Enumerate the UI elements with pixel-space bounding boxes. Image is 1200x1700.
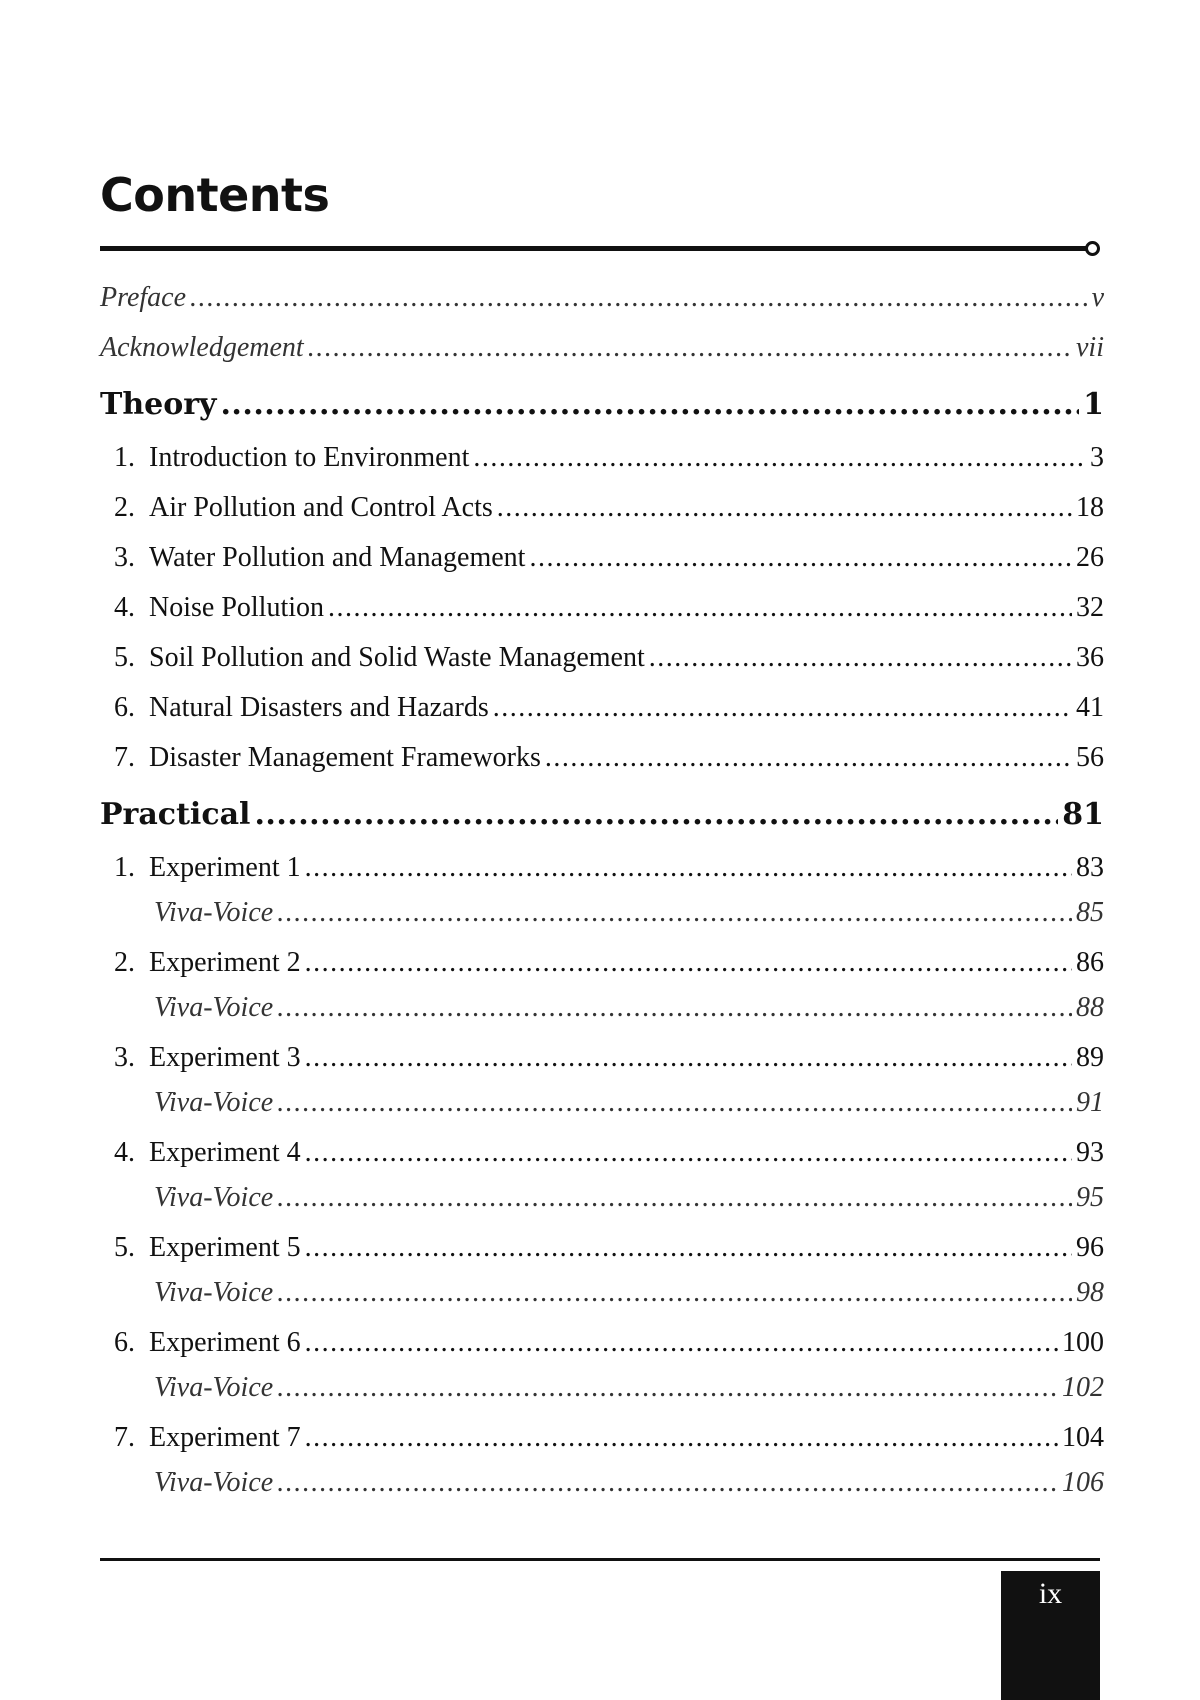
experiment-title: Experiment 5 bbox=[149, 1232, 301, 1263]
viva-voice-label: Viva-Voice bbox=[154, 1372, 274, 1403]
toc-viva-voice-1[interactable] bbox=[100, 895, 1104, 931]
chapter-title: Air Pollution and Control Acts bbox=[149, 492, 493, 523]
chapter-title: Introduction to Environment bbox=[149, 442, 470, 473]
viva-voice-label: Viva-Voice bbox=[154, 1277, 274, 1308]
dot-leader bbox=[277, 990, 1072, 1026]
dot-leader bbox=[305, 850, 1072, 886]
chapter-number: 1. bbox=[114, 442, 135, 473]
toc-experiment-3[interactable] bbox=[100, 1040, 1104, 1076]
toc-entry-acknowledgement[interactable] bbox=[100, 330, 1104, 366]
dot-leader bbox=[473, 440, 1086, 476]
chapter-title: Soil Pollution and Solid Waste Management bbox=[149, 642, 645, 673]
experiment-number: 2. bbox=[114, 947, 135, 978]
toc-experiment-2[interactable] bbox=[100, 945, 1104, 981]
experiment-number: 4. bbox=[114, 1137, 135, 1168]
chapter-title: Noise Pollution bbox=[149, 592, 325, 623]
viva-voice-label: Viva-Voice bbox=[154, 897, 274, 928]
chapter-number: 3. bbox=[114, 542, 135, 573]
dot-leader bbox=[277, 1370, 1058, 1406]
toc-section-theory[interactable] bbox=[100, 386, 1104, 424]
toc-entry-page: v bbox=[1091, 282, 1104, 313]
dot-leader bbox=[190, 280, 1088, 316]
viva-voice-page: 88 bbox=[1076, 992, 1104, 1023]
dot-leader bbox=[277, 1085, 1072, 1121]
toc-chapter-7[interactable] bbox=[100, 740, 1104, 776]
chapter-page: 36 bbox=[1076, 642, 1104, 673]
dot-leader bbox=[305, 1420, 1058, 1456]
toc-experiment-7[interactable] bbox=[100, 1420, 1104, 1456]
dot-leader bbox=[305, 1325, 1058, 1361]
dot-leader bbox=[545, 740, 1072, 776]
viva-voice-label: Viva-Voice bbox=[154, 992, 274, 1023]
page-number: ix bbox=[1038, 1577, 1063, 1610]
chapter-page: 26 bbox=[1076, 542, 1104, 573]
chapter-page: 56 bbox=[1076, 742, 1104, 773]
dot-leader bbox=[308, 330, 1072, 366]
experiment-page: 89 bbox=[1076, 1042, 1104, 1073]
experiment-page: 96 bbox=[1076, 1232, 1104, 1263]
toc-entry-preface[interactable] bbox=[100, 280, 1104, 316]
toc-viva-voice-3[interactable] bbox=[100, 1085, 1104, 1121]
viva-voice-label: Viva-Voice bbox=[154, 1087, 274, 1118]
toc-section-practical[interactable] bbox=[100, 796, 1104, 834]
experiment-number: 6. bbox=[114, 1327, 135, 1358]
toc-section-label: Practical bbox=[100, 797, 251, 832]
experiment-number: 1. bbox=[114, 852, 135, 883]
dot-leader bbox=[305, 1135, 1072, 1171]
toc-viva-voice-4[interactable] bbox=[100, 1180, 1104, 1216]
title-rule-end-circle bbox=[1085, 241, 1100, 256]
experiment-title: Experiment 6 bbox=[149, 1327, 301, 1358]
toc-experiment-6[interactable] bbox=[100, 1325, 1104, 1361]
viva-voice-page: 91 bbox=[1076, 1087, 1104, 1118]
chapter-page: 18 bbox=[1076, 492, 1104, 523]
toc-viva-voice-6[interactable] bbox=[100, 1370, 1104, 1406]
experiment-number: 3. bbox=[114, 1042, 135, 1073]
toc-chapter-3[interactable] bbox=[100, 540, 1104, 576]
toc-entry-page: vii bbox=[1076, 332, 1104, 363]
title-rule bbox=[100, 246, 1090, 251]
toc-chapter-6[interactable] bbox=[100, 690, 1104, 726]
chapter-number: 6. bbox=[114, 692, 135, 723]
experiment-title: Experiment 3 bbox=[149, 1042, 301, 1073]
experiment-title: Experiment 4 bbox=[149, 1137, 301, 1168]
experiment-number: 5. bbox=[114, 1232, 135, 1263]
dot-leader bbox=[277, 895, 1072, 931]
chapter-title: Water Pollution and Management bbox=[149, 542, 526, 573]
footer-rule bbox=[100, 1558, 1100, 1561]
page-number-tab bbox=[1001, 1571, 1100, 1700]
dot-leader bbox=[649, 640, 1072, 676]
experiment-page: 83 bbox=[1076, 852, 1104, 883]
toc-section-page: 81 bbox=[1062, 797, 1104, 832]
chapter-page: 41 bbox=[1076, 692, 1104, 723]
chapter-page: 3 bbox=[1090, 442, 1104, 473]
viva-voice-label: Viva-Voice bbox=[154, 1182, 274, 1213]
experiment-title: Experiment 2 bbox=[149, 947, 301, 978]
experiment-page: 100 bbox=[1062, 1327, 1104, 1358]
dot-leader bbox=[529, 540, 1072, 576]
dot-leader bbox=[305, 945, 1072, 981]
viva-voice-page: 85 bbox=[1076, 897, 1104, 928]
toc-viva-voice-7[interactable] bbox=[100, 1465, 1104, 1501]
dot-leader bbox=[493, 690, 1072, 726]
dot-leader bbox=[305, 1230, 1072, 1266]
page-title: Contents bbox=[100, 168, 330, 222]
toc-viva-voice-2[interactable] bbox=[100, 990, 1104, 1026]
viva-voice-page: 98 bbox=[1076, 1277, 1104, 1308]
experiment-title: Experiment 7 bbox=[149, 1422, 301, 1453]
toc-chapter-2[interactable] bbox=[100, 490, 1104, 526]
chapter-page: 32 bbox=[1076, 592, 1104, 623]
viva-voice-label: Viva-Voice bbox=[154, 1467, 274, 1498]
dot-leader bbox=[497, 490, 1072, 526]
chapter-number: 7. bbox=[114, 742, 135, 773]
chapter-title: Disaster Management Frameworks bbox=[149, 742, 541, 773]
dot-leader bbox=[254, 796, 1058, 834]
toc-entry-label: Acknowledgement bbox=[100, 332, 304, 363]
chapter-number: 5. bbox=[114, 642, 135, 673]
toc-experiment-1[interactable] bbox=[100, 850, 1104, 886]
dot-leader bbox=[277, 1465, 1058, 1501]
chapter-number: 4. bbox=[114, 592, 135, 623]
viva-voice-page: 106 bbox=[1062, 1467, 1104, 1498]
dot-leader bbox=[305, 1040, 1072, 1076]
toc-section-label: Theory bbox=[100, 387, 217, 422]
chapter-number: 2. bbox=[114, 492, 135, 523]
dot-leader bbox=[220, 386, 1079, 424]
toc-chapter-5[interactable] bbox=[100, 640, 1104, 676]
experiment-page: 86 bbox=[1076, 947, 1104, 978]
toc-experiment-4[interactable] bbox=[100, 1135, 1104, 1171]
viva-voice-page: 102 bbox=[1062, 1372, 1104, 1403]
viva-voice-page: 95 bbox=[1076, 1182, 1104, 1213]
experiment-title: Experiment 1 bbox=[149, 852, 301, 883]
dot-leader bbox=[328, 590, 1072, 626]
toc-viva-voice-5[interactable] bbox=[100, 1275, 1104, 1311]
dot-leader bbox=[277, 1180, 1072, 1216]
toc-chapter-4[interactable] bbox=[100, 590, 1104, 626]
toc-experiment-5[interactable] bbox=[100, 1230, 1104, 1266]
chapter-title: Natural Disasters and Hazards bbox=[149, 692, 489, 723]
toc-entry-label: Preface bbox=[100, 282, 187, 313]
experiment-page: 93 bbox=[1076, 1137, 1104, 1168]
toc-chapter-1[interactable] bbox=[100, 440, 1104, 476]
dot-leader bbox=[277, 1275, 1072, 1311]
experiment-page: 104 bbox=[1062, 1422, 1104, 1453]
experiment-number: 7. bbox=[114, 1422, 135, 1453]
toc-section-page: 1 bbox=[1083, 387, 1104, 422]
